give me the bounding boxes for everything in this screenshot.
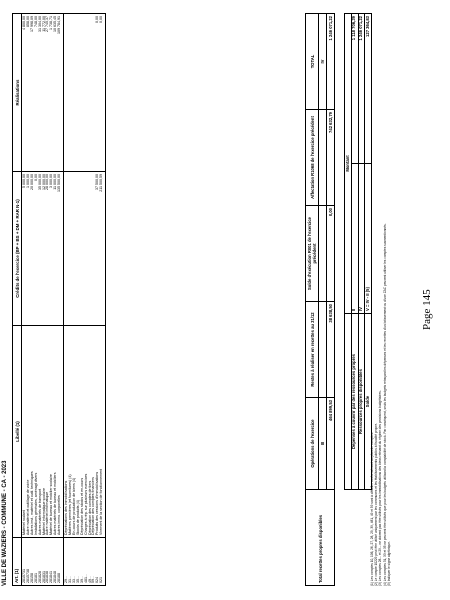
cell-credits: 12 000,00 bbox=[41, 174, 46, 190]
cell-credits: 37 500,00 bbox=[95, 174, 100, 190]
summary-code bbox=[319, 110, 327, 206]
cell-libelle: Autres matériels de transport bbox=[37, 488, 42, 535]
cell-art: 29... bbox=[64, 576, 69, 583]
summary-header: TOTAL bbox=[306, 14, 319, 110]
cell-libelle: Dépréciation des stocks et en-cours bbox=[79, 477, 84, 535]
balance-header-left bbox=[345, 314, 352, 490]
cell-real: 0,00 bbox=[99, 16, 104, 23]
cell-real: 10 635,45 bbox=[53, 16, 58, 32]
cell-art: 28158 bbox=[29, 573, 34, 583]
cell-credits: 135 500,00 bbox=[57, 174, 62, 192]
summary-header: Affectation R1068 de l'exercice précédent bbox=[306, 110, 319, 206]
balance-code: II bbox=[351, 164, 358, 314]
summary-code: IV bbox=[319, 14, 327, 110]
block1-realisations-column bbox=[22, 14, 64, 172]
balance-label: Solde bbox=[365, 314, 372, 490]
summary-value: 38 638,50 bbox=[327, 302, 335, 398]
resources-table-header bbox=[13, 14, 22, 586]
table-block-2 bbox=[64, 14, 106, 586]
block1-libelle-column bbox=[22, 326, 64, 538]
header-libelle: Libellé (1) bbox=[13, 326, 22, 538]
cell-art: 281848 bbox=[53, 571, 58, 583]
balance-value: 1 246 071,22 bbox=[358, 14, 365, 164]
cell-art: 33... bbox=[71, 576, 76, 583]
cell-real: 858,00 bbox=[25, 16, 30, 27]
cell-real: 17 998,09 bbox=[29, 16, 34, 32]
cell-credits: 5 000,00 bbox=[22, 174, 26, 188]
cell-art: 281828 bbox=[37, 571, 42, 583]
cell-libelle: Autres immo. corporelles bbox=[57, 495, 62, 535]
summary-row-label: Total recettes propres disponibles bbox=[306, 490, 335, 586]
cell-credits: 211 500,59 bbox=[99, 174, 104, 192]
cell-libelle: Matériel informatique scolaire bbox=[41, 488, 46, 535]
cell-credits: 1 000,00 bbox=[25, 174, 30, 188]
balance-row bbox=[351, 14, 358, 490]
document-title: VILLE DE WAZIERS - COMMUNE - CA - 2023 bbox=[2, 460, 8, 586]
cell-libelle: En-cours de production de biens (4) bbox=[71, 477, 76, 535]
cell-art: 481... bbox=[83, 574, 88, 583]
cell-credits: 11 000,00 bbox=[53, 174, 58, 190]
summary-header-row bbox=[306, 14, 319, 586]
block2-credits-column bbox=[64, 172, 106, 326]
cell-real: 0,00 bbox=[95, 16, 100, 23]
page-number: Page 145 bbox=[421, 289, 433, 330]
balance-code: IV bbox=[358, 164, 365, 314]
cell-real: 27 745,37 bbox=[45, 16, 50, 32]
balance-value: 127 364,83 bbox=[365, 14, 372, 164]
footnotes bbox=[370, 14, 391, 586]
summary-value: 742 632,79 bbox=[327, 110, 335, 206]
cell-libelle: Dépréciations des immobilisations bbox=[64, 480, 69, 535]
block1-credits-column bbox=[22, 172, 64, 326]
cell-credits: 20 000,00 bbox=[29, 174, 34, 190]
summary-value: 0,00 bbox=[327, 206, 335, 302]
summary-value: 464 899,53 bbox=[327, 398, 335, 490]
resources-table bbox=[12, 13, 106, 586]
cell-libelle: Autres matériels de bureau et mobiliers bbox=[53, 472, 58, 535]
block2-art-column bbox=[64, 538, 106, 586]
cell-credits: 35 000,00 bbox=[37, 174, 42, 190]
cell-libelle: Installations générales, aménagt divers bbox=[33, 472, 38, 535]
cell-art: 31... bbox=[67, 576, 72, 583]
header-credits: Crédits de l'exercice (BP + BS + DM + RAR N-1) bbox=[13, 172, 22, 326]
summary-header: Solde d'exécution R001 de l'exercice précédent bbox=[306, 206, 319, 302]
summary-table bbox=[305, 13, 335, 586]
cell-libelle: Charges à rép. sur plusieurs exercices bbox=[83, 473, 88, 535]
balance-code: V = IV - II (5) bbox=[365, 164, 372, 314]
cell-libelle: Stocks de produits (4) bbox=[75, 500, 80, 535]
cell-real: 4 800,00 bbox=[22, 16, 26, 30]
cell-credits: 0,00 bbox=[33, 174, 38, 181]
balance-header-row bbox=[345, 14, 352, 490]
cell-credits: 3 000,00 bbox=[49, 174, 54, 188]
balance-label: Ressources propres disponibles bbox=[358, 314, 365, 490]
cell-art: 35... bbox=[75, 576, 80, 583]
cell-art: 281838 bbox=[45, 571, 50, 583]
cell-libelle: Virement de la section de fonctionnement bbox=[99, 468, 104, 535]
balance-value: 1 118 706,39 bbox=[351, 14, 358, 164]
balance-table bbox=[344, 13, 372, 490]
block1-art-column bbox=[22, 538, 64, 586]
cell-real: 1 738,71 bbox=[49, 16, 54, 30]
header-realisations: Réalisations bbox=[13, 14, 22, 172]
balance-label: Dépenses à couvrir par des ressources propres bbox=[351, 314, 358, 490]
cell-libelle: Autre matériel informatique bbox=[45, 491, 50, 535]
balance-header-montant: Montant bbox=[345, 14, 352, 314]
cell-libelle: Autres inst., matériel et outil. techniques bbox=[29, 471, 34, 535]
balance-row bbox=[358, 14, 365, 490]
footnote: (3) Les comptes 28... et 29... ne doivent pas être utilisés pour les immobilisations des biens relevant du régime des provisions budgétaires. bbox=[378, 390, 383, 586]
footnote: (1) Les comptes 10, 106, 26, 27, 28, 29, 39, 481, 49 et 59 sont à détailler conformément au plan de comptes. bbox=[370, 432, 374, 586]
cell-art: 59... bbox=[91, 576, 96, 583]
cell-libelle: Dépréciation des comptes de tiers bbox=[87, 480, 92, 535]
summary-code: III bbox=[319, 398, 327, 490]
cell-art: 2815731 bbox=[22, 569, 26, 583]
cell-libelle: Autre matériel et outillage de voirie bbox=[25, 479, 30, 535]
cell-real: 109 784,91 bbox=[57, 16, 62, 34]
cell-art: 28181 bbox=[33, 573, 38, 583]
cell-art: 2815738 bbox=[25, 569, 30, 583]
cell-art: 021 bbox=[99, 577, 104, 583]
cell-art: 281841 bbox=[49, 571, 54, 583]
summary-header: Opérations de l'exercice bbox=[306, 398, 319, 490]
summary-value: 1 246 071,22 bbox=[327, 14, 335, 110]
summary-code bbox=[319, 302, 327, 398]
footnote: (2) Le compte 10229 peut être utilisé uniquement par les communes et les établissements publics à fiscalité propre. bbox=[374, 422, 379, 586]
cell-real: 31 304,00 bbox=[37, 16, 42, 32]
footnote: (4) Les comptes 31, 33 et 35 ne peuvent être utilisés que pour les budgets utilisant la comptabilité de stock. Par conséquent, seuls les budgets retraçant les dépenses et les recettes d'un lotissement ou d'une ZAC peuvent utiliser les comptes susmentionnés. bbox=[382, 223, 387, 586]
cell-art: 39... bbox=[79, 576, 84, 583]
cell-credits: 28 000,00 bbox=[45, 174, 50, 190]
cell-libelle: Produits des cessions d'immobilisations bbox=[95, 471, 100, 535]
cell-art: 28188 bbox=[57, 573, 62, 583]
cell-real: 11 772,00 bbox=[41, 16, 46, 32]
header-art: Art. (1) bbox=[13, 538, 22, 586]
block2-libelle-column bbox=[64, 326, 106, 538]
cell-libelle: Matériel roulant bbox=[22, 510, 26, 535]
cell-libelle: Matières premières (et fournitures) (4) bbox=[67, 474, 72, 535]
cell-art: 281831 bbox=[41, 571, 46, 583]
footnote: (5) Indiquer le signe algébrique. bbox=[386, 541, 391, 586]
cell-art: 49... bbox=[87, 576, 92, 583]
table-block-1 bbox=[22, 14, 64, 586]
cell-real: 748,00 bbox=[33, 16, 38, 27]
summary-code bbox=[319, 206, 327, 302]
cell-art: 024 bbox=[95, 577, 100, 583]
summary-header: Restes à réaliser en recettes au 31/12 bbox=[306, 302, 319, 398]
cell-libelle: Dépréciation des comptes financiers bbox=[91, 477, 96, 535]
cell-libelle: Matériel de bureau et mobilier scolaire bbox=[49, 474, 54, 535]
block2-realisations-column bbox=[64, 14, 106, 172]
